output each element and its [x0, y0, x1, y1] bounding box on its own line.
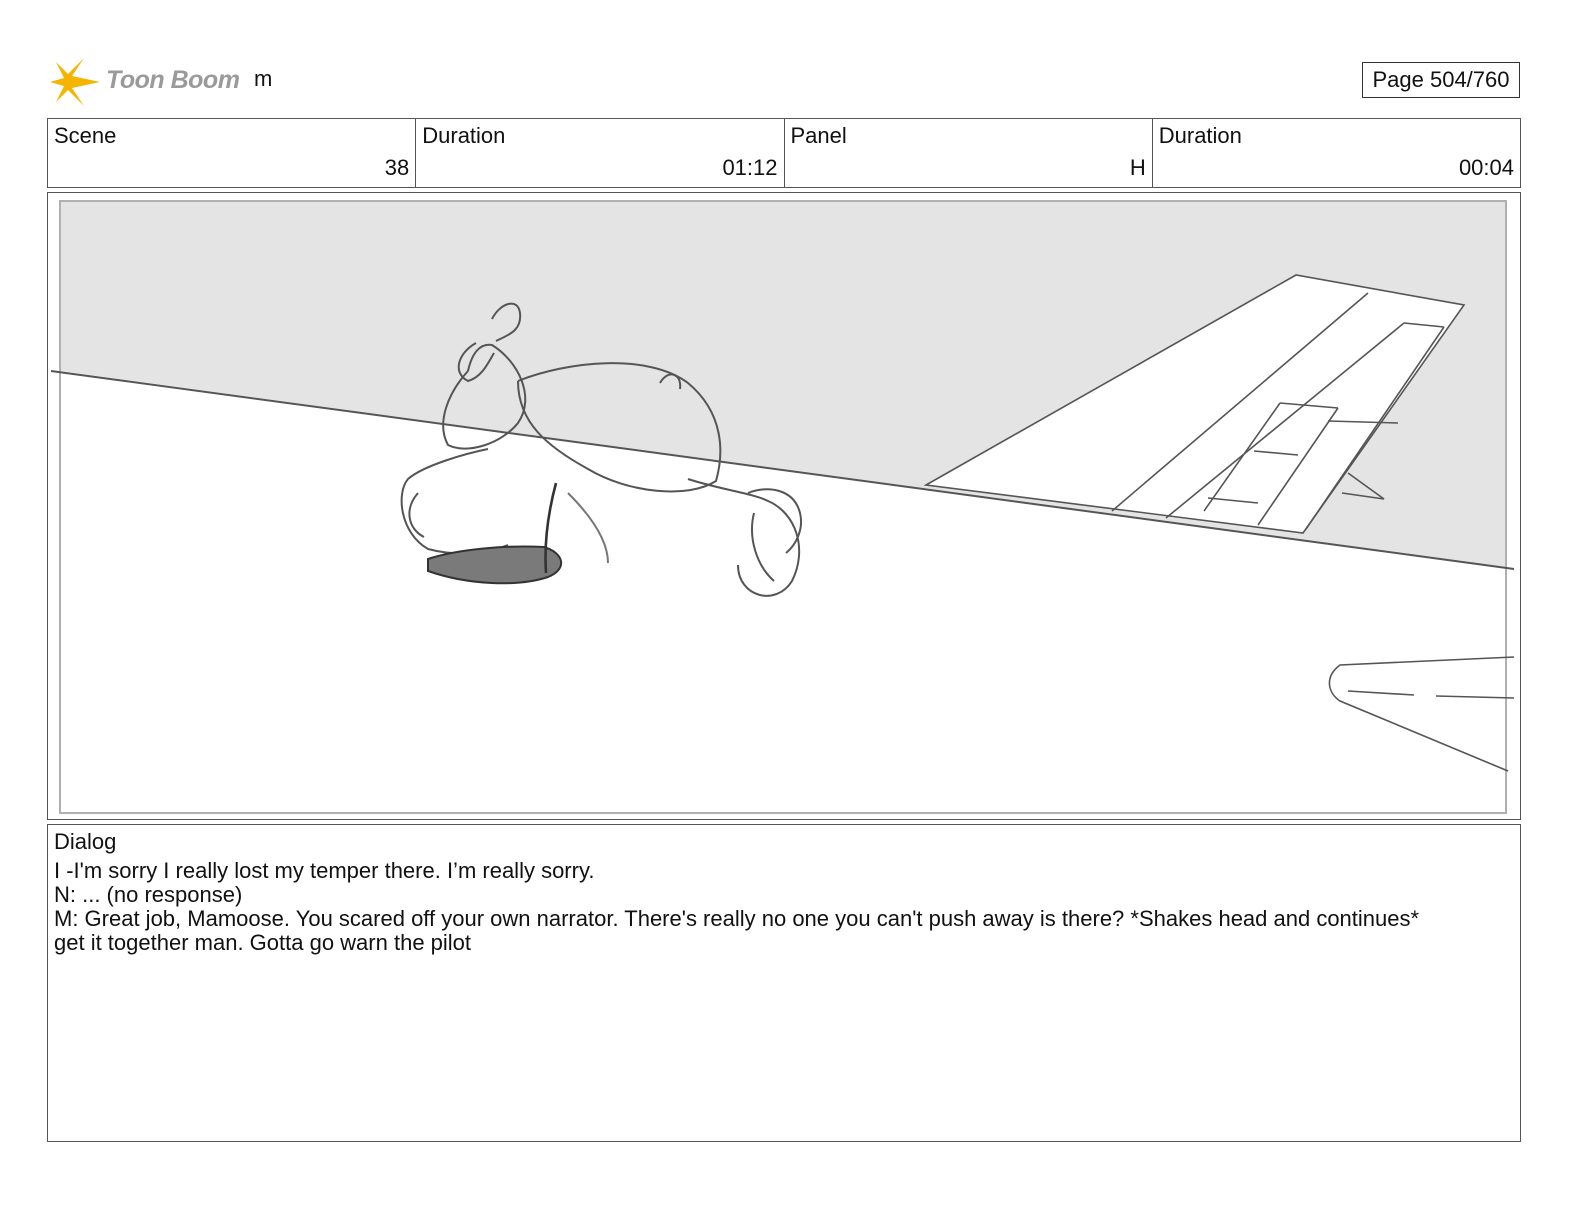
scene-duration-value: 01:12 [722, 155, 778, 180]
dialog-section [47, 824, 1521, 1142]
panel-duration-cell [1153, 119, 1520, 187]
panel-sketch [48, 193, 1520, 819]
dialog-line: N: ... (no response) [54, 882, 243, 907]
star-burst-icon [50, 54, 106, 110]
project-title: m [254, 66, 273, 91]
scene-label: Scene [54, 123, 117, 148]
scene-cell [48, 119, 416, 187]
storyboard-panel [47, 192, 1521, 820]
dialog-label: Dialog [54, 829, 117, 854]
panel-cell [785, 119, 1153, 187]
panel-value: H [1129, 155, 1146, 180]
dialog-line: I -I'm sorry I really lost my temper there. I’m really sorry. [54, 858, 595, 883]
dialog-text [54, 859, 1430, 955]
scene-duration-label: Duration [422, 123, 506, 148]
page-indicator: Page 504/760 [1362, 62, 1520, 98]
panel-duration-value: 00:04 [1458, 155, 1514, 180]
scene-value: 38 [384, 155, 410, 180]
panel-label: Panel [790, 123, 847, 148]
panel-duration-label: Duration [1158, 123, 1242, 148]
logo-text: Toon Boom [106, 66, 240, 94]
panel-info-row [47, 118, 1521, 188]
toon-boom-logo [50, 52, 240, 108]
scene-duration-cell [416, 119, 784, 187]
dialog-line: M: Great job, Mamoose. You scared off your own narrator. There's really no one you can't push away is there? *Shakes head and continues* get it together man. Gotta go warn the pilot [54, 906, 1420, 955]
